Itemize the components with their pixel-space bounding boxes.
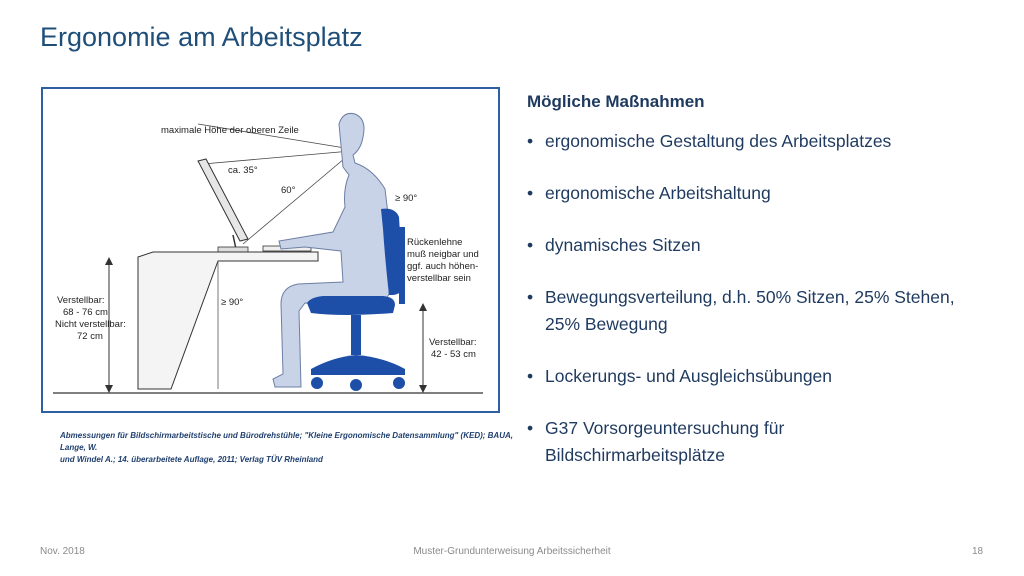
chair-wheel <box>393 377 405 389</box>
slide-title: Ergonomie am Arbeitsplatz <box>40 22 363 52</box>
desk-height-label-2: 68 - 76 cm <box>63 307 108 318</box>
figure-caption <box>60 430 515 466</box>
arrow-up-icon <box>105 257 113 265</box>
angle-90-back-label: ≥ 90° <box>395 193 418 204</box>
arrow-up-icon <box>419 303 427 311</box>
arrow-down-icon <box>105 385 113 393</box>
list-item <box>527 363 1007 390</box>
list-item-text: Bewegungsverteilung, d.h. 50% Sitzen, 25% Stehen, <box>545 287 955 307</box>
bullet-icon: • <box>527 183 534 203</box>
chair-wheel <box>311 377 323 389</box>
desk-height-label-1: Verstellbar: <box>57 295 105 306</box>
list-item-text: ergonomische Gestaltung des Arbeitsplatzes <box>545 131 892 151</box>
backrest-label-4: verstellbar sein <box>407 273 471 284</box>
workstation-illustration <box>43 89 498 411</box>
bullet-icon: • <box>527 366 534 386</box>
angle-90-knee-label: ≥ 90° <box>221 297 244 308</box>
measures-list <box>527 128 1007 494</box>
list-item <box>527 180 1007 207</box>
monitor-base <box>218 247 248 252</box>
list-item <box>527 284 1007 338</box>
seat-height-label-2: 42 - 53 cm <box>431 349 476 360</box>
backrest-label-3: ggf. auch höhen- <box>407 261 479 272</box>
bullet-icon: • <box>527 287 534 307</box>
ergonomics-figure <box>41 87 500 413</box>
caption-line-1: Abmessungen für Bildschirmarbeitstische und Bürodrehstühle; "Kleine Ergonomische Datensammlung" (KED); BAUA, Lange, W. <box>60 431 513 452</box>
list-item-text-cont: Bildschirmarbeitsplätze <box>545 445 725 465</box>
footer-title: Muster-Grundunterweisung Arbeitssicherheit <box>413 546 611 557</box>
chair-back-support <box>399 227 405 304</box>
list-item-text: dynamisches Sitzen <box>545 235 701 255</box>
chair-base <box>311 355 405 375</box>
chair-column <box>351 315 361 355</box>
desk-height-label-3: Nicht verstellbar: <box>55 319 126 330</box>
backrest-label-2: muß neigbar und <box>407 249 479 260</box>
page-number: 18 <box>972 546 984 557</box>
list-item-text: G37 Vorsorgeuntersuchung für <box>545 418 785 438</box>
bullet-icon: • <box>527 235 534 255</box>
list-item <box>527 128 1007 155</box>
list-item-text-cont: 25% Bewegung <box>545 314 668 334</box>
backrest-label-1: Rückenlehne <box>407 237 463 248</box>
seat-height-label-1: Verstellbar: <box>429 337 477 348</box>
angle-35-label: ca. 35° <box>228 165 258 176</box>
bullet-icon: • <box>527 131 534 151</box>
chair-seat <box>307 296 395 315</box>
bullet-icon: • <box>527 418 534 438</box>
arrow-down-icon <box>419 385 427 393</box>
caption-line-2: und Windel A.; 14. überarbeitete Auflage, 2011; Verlag TÜV Rheinland <box>60 455 323 464</box>
list-item-text: Lockerungs- und Ausgleichsübungen <box>545 366 833 386</box>
list-item-text: ergonomische Arbeitshaltung <box>545 183 771 203</box>
measures-heading: Mögliche Maßnahmen <box>527 92 705 111</box>
chair-wheel <box>350 379 362 391</box>
footer-date: Nov. 2018 <box>40 546 85 557</box>
list-item <box>527 415 1007 469</box>
sight-line-35 <box>203 151 351 164</box>
list-item <box>527 232 1007 259</box>
desk-height-label-4: 72 cm <box>77 331 103 342</box>
max-height-label: maximale Höhe der oberen Zeile <box>161 125 299 136</box>
angle-60-label: 60° <box>281 185 296 196</box>
